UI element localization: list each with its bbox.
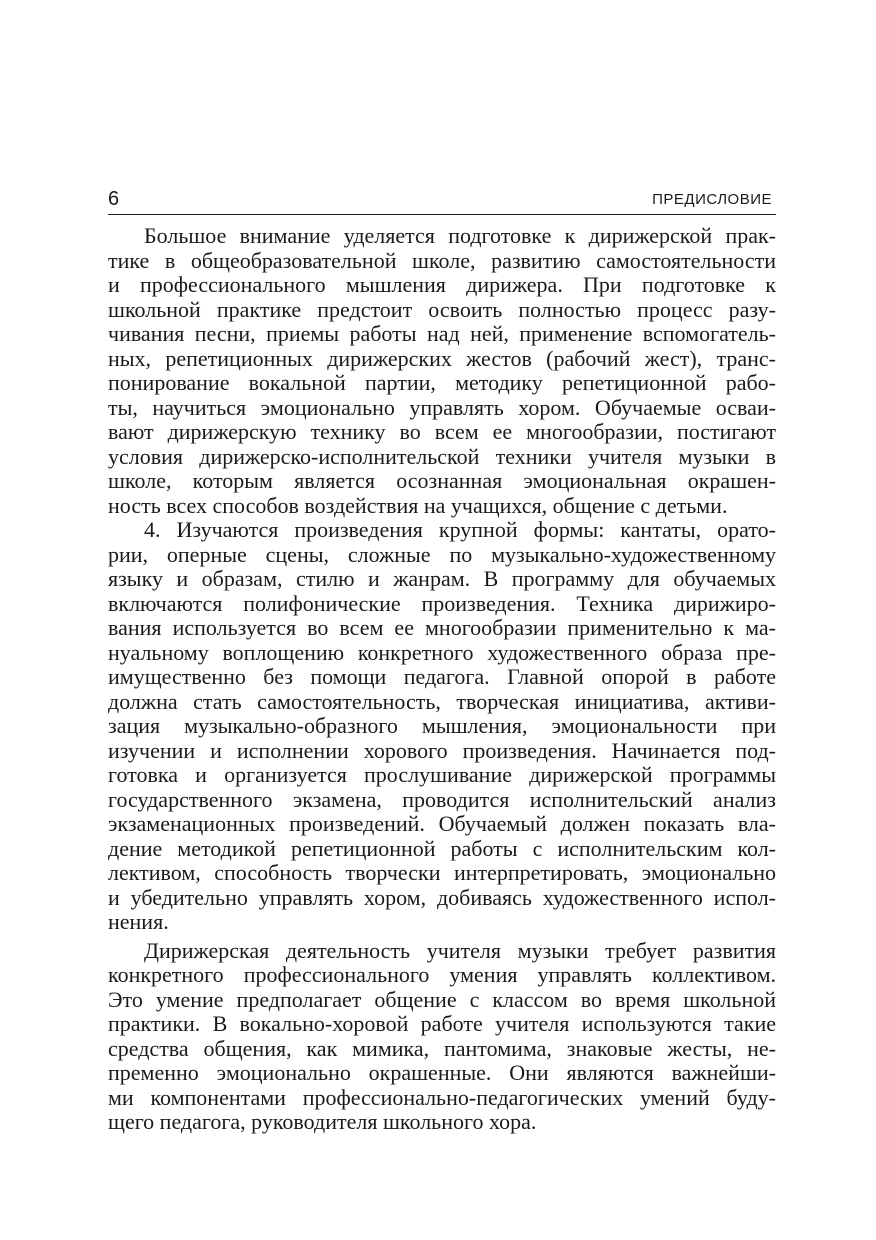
text-line: должна стать самостоятельность, творческая инициатива, активи-	[108, 688, 776, 714]
text-line: Большое внимание уделяется подготовке к дирижерской прак-	[144, 223, 776, 248]
text-line: нуальному воплощению конкретного художественного образа пре-	[108, 639, 776, 665]
text-line: вают дирижерскую технику во всем ее многообразии, постигают	[108, 419, 776, 444]
body-text	[108, 224, 776, 1135]
text-line: имущественно без помощи педагога. Главной опорой в работе	[108, 664, 776, 689]
paragraph	[108, 518, 776, 935]
text-line: лективом, способность творчески интерпретировать, эмоционально	[108, 860, 776, 885]
text-line: щего педагога, руководителя школьного хора.	[108, 1109, 537, 1134]
text-line: зация музыкально-образного мышления, эмоциональности при	[108, 713, 776, 738]
paragraph	[108, 939, 776, 1135]
text-line: ты, научиться эмоционально управлять хором. Обучаемые осваи-	[108, 394, 776, 420]
text-line: государственного экзамена, проводится исполнительский анализ	[108, 786, 776, 812]
text-line: школьной практике предстоит освоить полностью процесс разу-	[108, 296, 776, 322]
text-line: Это умение предполагает общение с классом во время школьной	[108, 986, 776, 1012]
text-line: вания используется во всем ее многообразии применительно к ма-	[108, 615, 776, 640]
text-line: конкретного профессионального умения управлять коллективом.	[108, 962, 776, 987]
page-number: 6	[108, 188, 120, 210]
text-line: языку и образам, стилю и жанрам. В программу для обучаемых	[108, 566, 776, 591]
text-line: и убедительно управлять хором, добиваясь художественного испол-	[108, 884, 776, 910]
text-line: практики. В вокально-хоровой работе учителя используются такие	[108, 1011, 776, 1036]
text-line: ми компонентами профессионально-педагогических умений буду-	[108, 1084, 776, 1110]
text-line: дение методикой репетиционной работы с исполнительским кол-	[108, 835, 776, 861]
text-line: ных, репетиционных дирижерских жестов (рабочий жест), транс-	[108, 345, 776, 371]
text-line: средства общения, как мимика, пантомима, знаковые жесты, не-	[108, 1035, 776, 1061]
text-line: пременно эмоционально окрашенные. Они являются важнейши-	[108, 1060, 776, 1085]
text-line: ность всех способов воздействия на учащихся, общение с детьми.	[108, 492, 728, 518]
text-line: включаются полифонические произведения. Техника дирижиро-	[108, 590, 776, 616]
text-line: чивания песни, приемы работы над ней, применение вспомогатель-	[108, 321, 776, 346]
running-title: ПРЕДИСЛОВИЕ	[652, 191, 772, 208]
text-line: 4. Изучаются произведения крупной формы: кантаты, орато-	[144, 517, 776, 542]
text-line: экзаменационных произведений. Обучаемый должен показать вла-	[108, 811, 776, 836]
text-line: нения.	[108, 909, 169, 934]
text-line: условия дирижерско-исполнительской техники учителя музыки в	[108, 443, 776, 469]
page-header	[108, 188, 776, 215]
text-line: школе, которым является осознанная эмоциональная окрашен-	[108, 468, 776, 493]
text-line: готовка и организуется прослушивание дирижерской программы	[108, 762, 776, 787]
text-line: изучении и исполнении хорового произведения. Начинается под-	[108, 737, 776, 763]
text-line: и профессионального мышления дирижера. При подготовке к	[108, 272, 776, 297]
text-line: рии, оперные сцены, сложные по музыкально-художественному	[108, 541, 776, 567]
text-line: тике в общеобразовательной школе, развитию самостоятельности	[108, 247, 776, 273]
paragraph	[108, 224, 776, 518]
text-line: Дирижерская деятельность учителя музыки требует развития	[144, 937, 776, 963]
text-line: понирование вокальной партии, методику репетиционной рабо-	[108, 370, 776, 395]
